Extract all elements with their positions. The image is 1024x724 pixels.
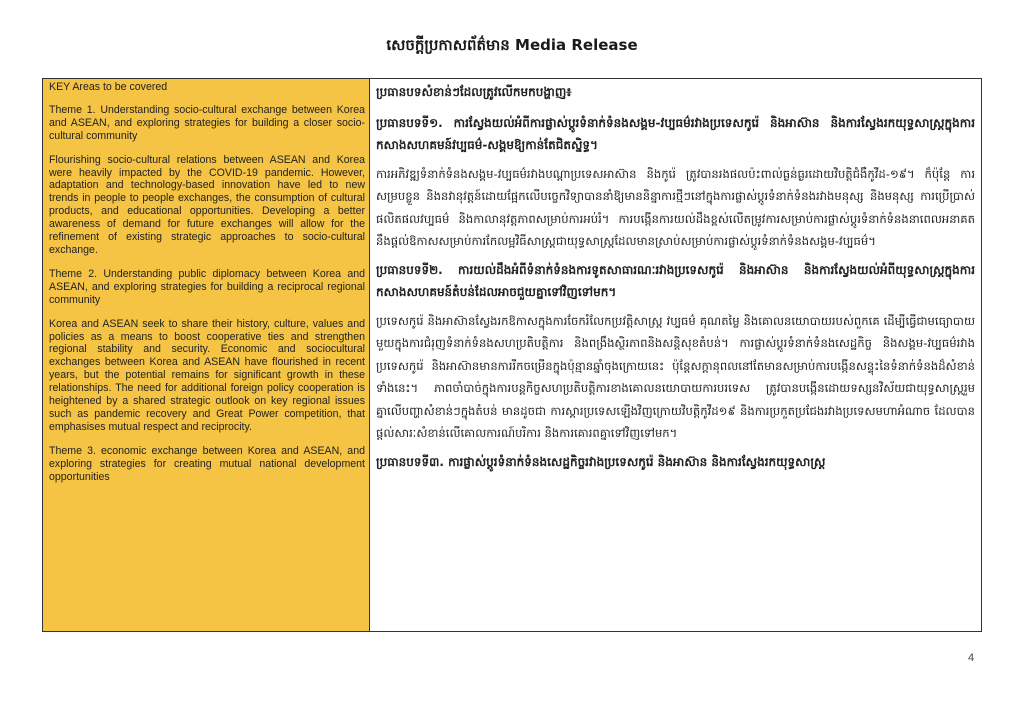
english-column (43, 79, 370, 631)
english-theme1-body: Flourishing socio-cultural relations between ASEAN and Korea were heavily impacted by the COVID-19 pandemic. However, adaptation and technology-based innovation have led to new trends in people to people exchanges, the consumption of cultural products, and educational opportunities. Developing a better awareness of demand for future exchanges will allow for the refinement of existing strategic approaches to socio-cultural exchange. (49, 153, 365, 256)
key-areas-table (42, 78, 982, 632)
english-theme2-body: Korea and ASEAN seek to share their history, culture, values and policies as a means to boost cooperative ties and strengthen regional stability and security. Economic and sociocultural exchanges between Korea and ASEAN have flourished in recent years, but the potential remains for significant growth in these relationships. The need for additional foreign policy cooperation is heightened by a shared strategic outlook on key regional issues such as pandemic recovery and Great Power competition, that emphasises mutual respect and reciprocity. (49, 317, 365, 433)
english-theme1-title: Theme 1. Understanding socio-cultural exchange between Korea and ASEAN, and exploring strategies for building a closer socio-cultural community (49, 103, 365, 142)
english-theme3-title: Theme 3. economic exchange between Korea and ASEAN, and exploring strategies for creating mutual national development opportunities (49, 444, 365, 483)
page-title: សេចក្តីប្រកាសព័ត៌មាន Media Release (386, 36, 638, 54)
english-theme2-title: Theme 2. Understanding public diplomacy between Korea and ASEAN, and exploring strategies for building a reciprocal regional community (49, 267, 365, 306)
page-number: 4 (968, 652, 975, 664)
khmer-column (370, 79, 981, 631)
khmer-heading: ប្រធានបទសំខាន់ៗដែលត្រូវលើកមកបង្ហាញ៖ (376, 85, 572, 99)
khmer-theme1-body: ការអភិវឌ្ឍទំនាក់ទំនងសង្គម-វប្បធម៌រវាងបណ្តាប្រទេសអាស៊ាន និងកូរ៉េ ត្រូវបានរងផលប៉ះពាល់ធ្ងន់ធ្ងរដោយវិបត្តិជំងឺកូវីដ-១៩។ ក៏ប៉ុន្តែ ការសម្របខ្លួន និងនវានុវត្តន៍ដោយផ្អែកលើបច្ចេកវិទ្យាបាននាំឱ្យមាននិន្នាការថ្មីៗនៅក្នុងការផ្លាស់ប្តូរទំនាក់ទំនងរវាងមនុស្ស និងមនុស្ស ការប្រើប្រាស់ផលិតផលវប្បធម៌ និងកាលានុវត្តភាពសម្រាប់ការអប់រំ។ ការបង្កើនការយល់ដឹងខ្ពស់លើតម្រូវការសម្រាប់ការផ្លាស់ប្តូរទំនាក់ទំនងនាពេលអនាគត នឹងផ្តល់ឱកាសសម្រាប់ការកែលម្អវិធីសាស្ត្រជាយុទ្ធសាស្ត្រដែលមានស្រាប់សម្រាប់ការផ្លាស់ប្តូរទំនាក់ទំនងសង្គម-វប្បធម៌។ (376, 166, 975, 248)
khmer-theme2-title: ប្រធានបទទី២. ការយល់ដឹងអំពីទំនាក់ទំនងការទូតសាធារណៈរវាងប្រទេសកូរ៉េ និងអាស៊ាន និងការស្វែងយល់អំពីយុទ្ធសាស្ត្រក្នុងការកសាងសហគមន៍តំបន់ដែលអាចជួយគ្នាទៅវិញទៅមក។ (376, 262, 975, 299)
khmer-theme2-body: ប្រទេសកូរ៉េ និងអាស៊ានស្វែងរកឱកាសក្នុងការចែករំលែកប្រវត្តិសាស្ត្រ វប្បធម៌ គុណតម្លៃ និងគោលនយោបាយរបស់ពួកគេ ដើម្បីធ្វើជាមធ្យោបាយមួយក្នុងការជំរុញទំនាក់ទំនងសហប្រតិបត្តិការ និងពង្រឹងស្ថិរភាពនិងសន្តិសុខតំបន់។ ការផ្លាស់ប្តូរទំនាក់ទំនងសេដ្ឋកិច្ច និងសង្គម-វប្បធម៌រវាងប្រទេសកូរ៉េ និងអាស៊ានមានការរីកចម្រើនក្នុងប៉ុន្មានឆ្នាំចុងក្រោយនេះ ប៉ុន្តែសក្តានុពលនៅតែមានសម្រាប់ការបង្កើនសន្ទុះនៃទំនាក់ទំនងដ៏សំខាន់ទាំងនេះ។ ភាពចាំបាច់ក្នុងការបន្តកិច្ចសហប្រតិបត្តិការខាងគោលនយោបាយការបរទេស ត្រូវបានបង្កើនដោយទស្សនវិស័យជាយុទ្ធសាស្ត្ររួមគ្នាលើបញ្ហាសំខាន់ៗក្នុងតំបន់ មានដូចជា ការស្តារប្រទេសឡើងវិញក្រោយវិបត្តិកូវីដ១៩ និងការប្រកួតប្រជែងរវាងប្រទេសមហាអំណាច ដែលបានផ្តល់សារៈសំខាន់លើគោលការណ៍បរិការ និងការគោរពគ្នាទៅវិញទៅមក។ (376, 313, 975, 440)
khmer-theme3-title: ប្រធានបទទី៣. ការផ្លាស់ប្តូរទំនាក់ទំនងសេដ្ឋកិច្ចរវាងប្រទេសកូរ៉េ និងអាស៊ាន និងការស្វែងរកយុទ្ធសាស្ត្រ (376, 454, 826, 469)
english-heading: KEY Areas to be covered (49, 81, 168, 93)
khmer-theme1-title: ប្រធានបទទី១. ការស្វែងយល់អំពីការផ្លាស់ប្តូរទំនាក់ទំនងសង្គម-វប្បធម៌រវាងប្រទេសកូរ៉េ និងអាស៊ាន និងការស្វែងរកយុទ្ធសាស្ត្រក្នុងការកសាងសហគមន៍វប្បធម៌-សង្គមឱ្យកាន់តែជិតស្និទ្ធ។ (376, 115, 975, 152)
